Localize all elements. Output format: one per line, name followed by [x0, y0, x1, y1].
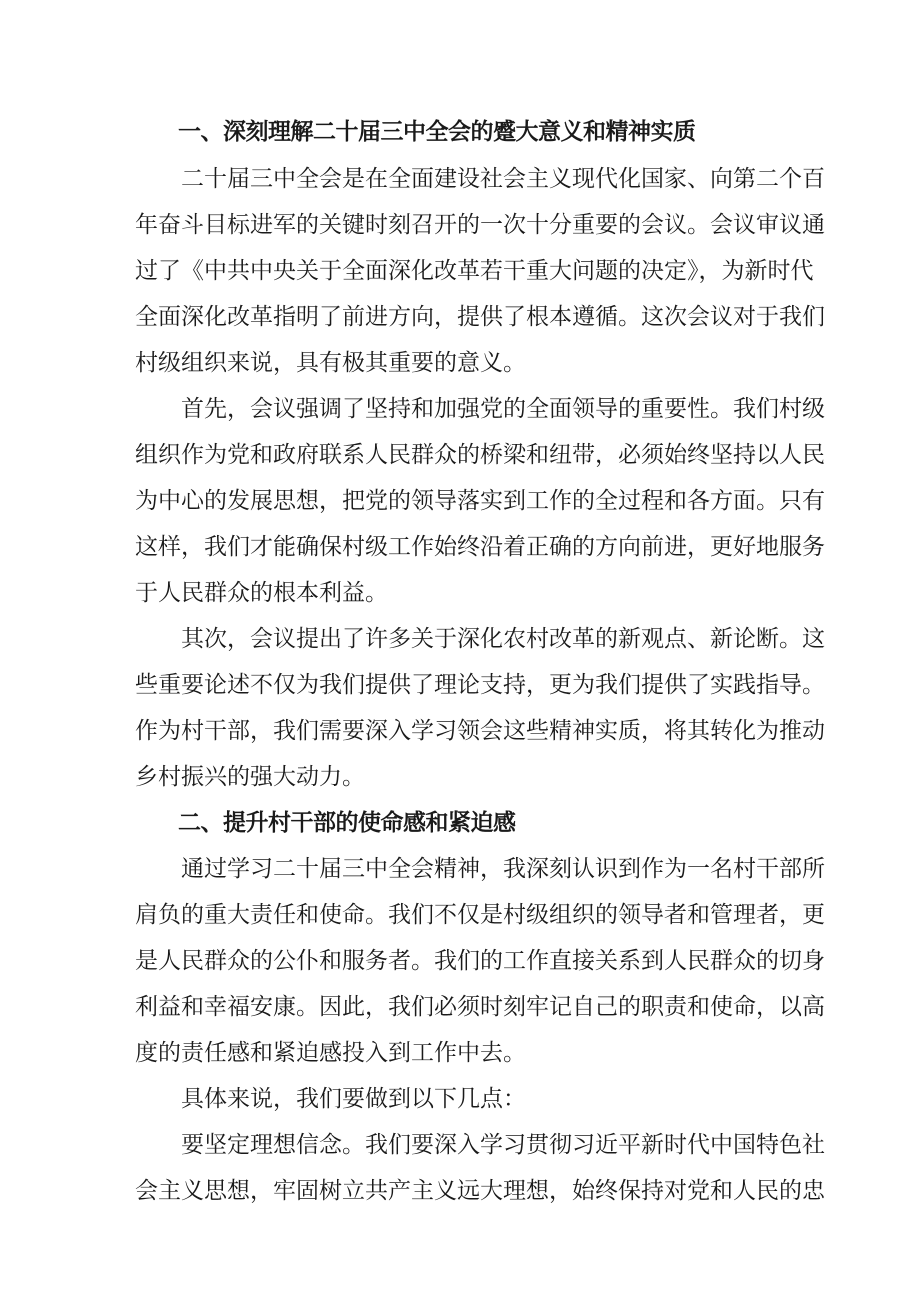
paragraph-2-line-2: 组织作为党和政府联系人民群众的桥梁和纽带，必须始终坚持以人民: [135, 442, 825, 468]
paragraph-5-line-1: 具体来说，我们要做到以下几点：: [181, 1086, 526, 1112]
paragraph-3-line-1: 其次，会议提出了许多关于深化农村改革的新观点、新论断。这: [181, 626, 825, 652]
paragraph-3-line-4: 乡村振兴的强大动力。: [135, 764, 365, 790]
paragraph-1-line-3: 过了《中共中央关于全面深化改革若干重大问题的决定》，为新时代: [135, 258, 814, 284]
paragraph-2-line-3: 为中心的发展思想，把党的领导落实到工作的全过程和各方面。只有: [135, 488, 825, 514]
paragraph-2-line-4: 这样，我们才能确保村级工作始终沿着正确的方向前进，更好地服务: [135, 534, 825, 560]
paragraph-1-line-4: 全面深化改革指明了前进方向，提供了根本遵循。这次会议对于我们: [135, 304, 825, 330]
paragraph-1-line-1: 二十届三中全会是在全面建设社会主义现代化国家、向第二个百: [181, 166, 825, 192]
paragraph-4-line-4: 利益和幸福安康。因此，我们必须时刻牢记自己的职责和使命，以高: [135, 994, 825, 1020]
section-heading-2: 二、提升村干部的使命感和紧迫感: [178, 810, 516, 836]
paragraph-1-line-5: 村级组织来说，具有极其重要的意义。: [135, 350, 526, 376]
paragraph-3-line-2: 些重要论述不仅为我们提供了理论支持，更为我们提供了实践指导。: [135, 672, 825, 698]
paragraph-4-line-5: 度的责任感和紧迫感投入到工作中去。: [135, 1040, 526, 1066]
section-heading-1: 一、深刻理解二十届三中全会的蹙大意义和精神实质: [178, 119, 696, 145]
paragraph-4-line-3: 是人民群众的公仆和服务者。我们的工作直接关系到人民群众的切身: [135, 948, 825, 974]
paragraph-1-line-2: 年奋斗目标进军的关键时刻召开的一次十分重要的会议。会议审议通: [135, 212, 825, 238]
paragraph-6-line-2: 会主义思想，牢固树立共产主义远大理想，始终保持对党和人民的忠: [135, 1178, 825, 1204]
paragraph-4-line-1: 通过学习二十届三中全会精神，我深刻认识到作为一名村干部所: [181, 856, 825, 882]
paragraph-3-line-3: 作为村干部，我们需要深入学习领会这些精神实质，将其转化为推动: [135, 718, 825, 744]
paragraph-2-line-5: 于人民群众的根本利益。: [135, 580, 388, 606]
paragraph-4-line-2: 肩负的重大责任和使命。我们不仅是村级组织的领导者和管理者，更: [135, 902, 825, 928]
paragraph-6-line-1: 要坚定理想信念。我们要深入学习贯彻习近平新时代中国特色社: [181, 1132, 825, 1158]
paragraph-2-line-1: 首先，会议强调了坚持和加强党的全面领导的重要性。我们村级: [181, 396, 825, 422]
